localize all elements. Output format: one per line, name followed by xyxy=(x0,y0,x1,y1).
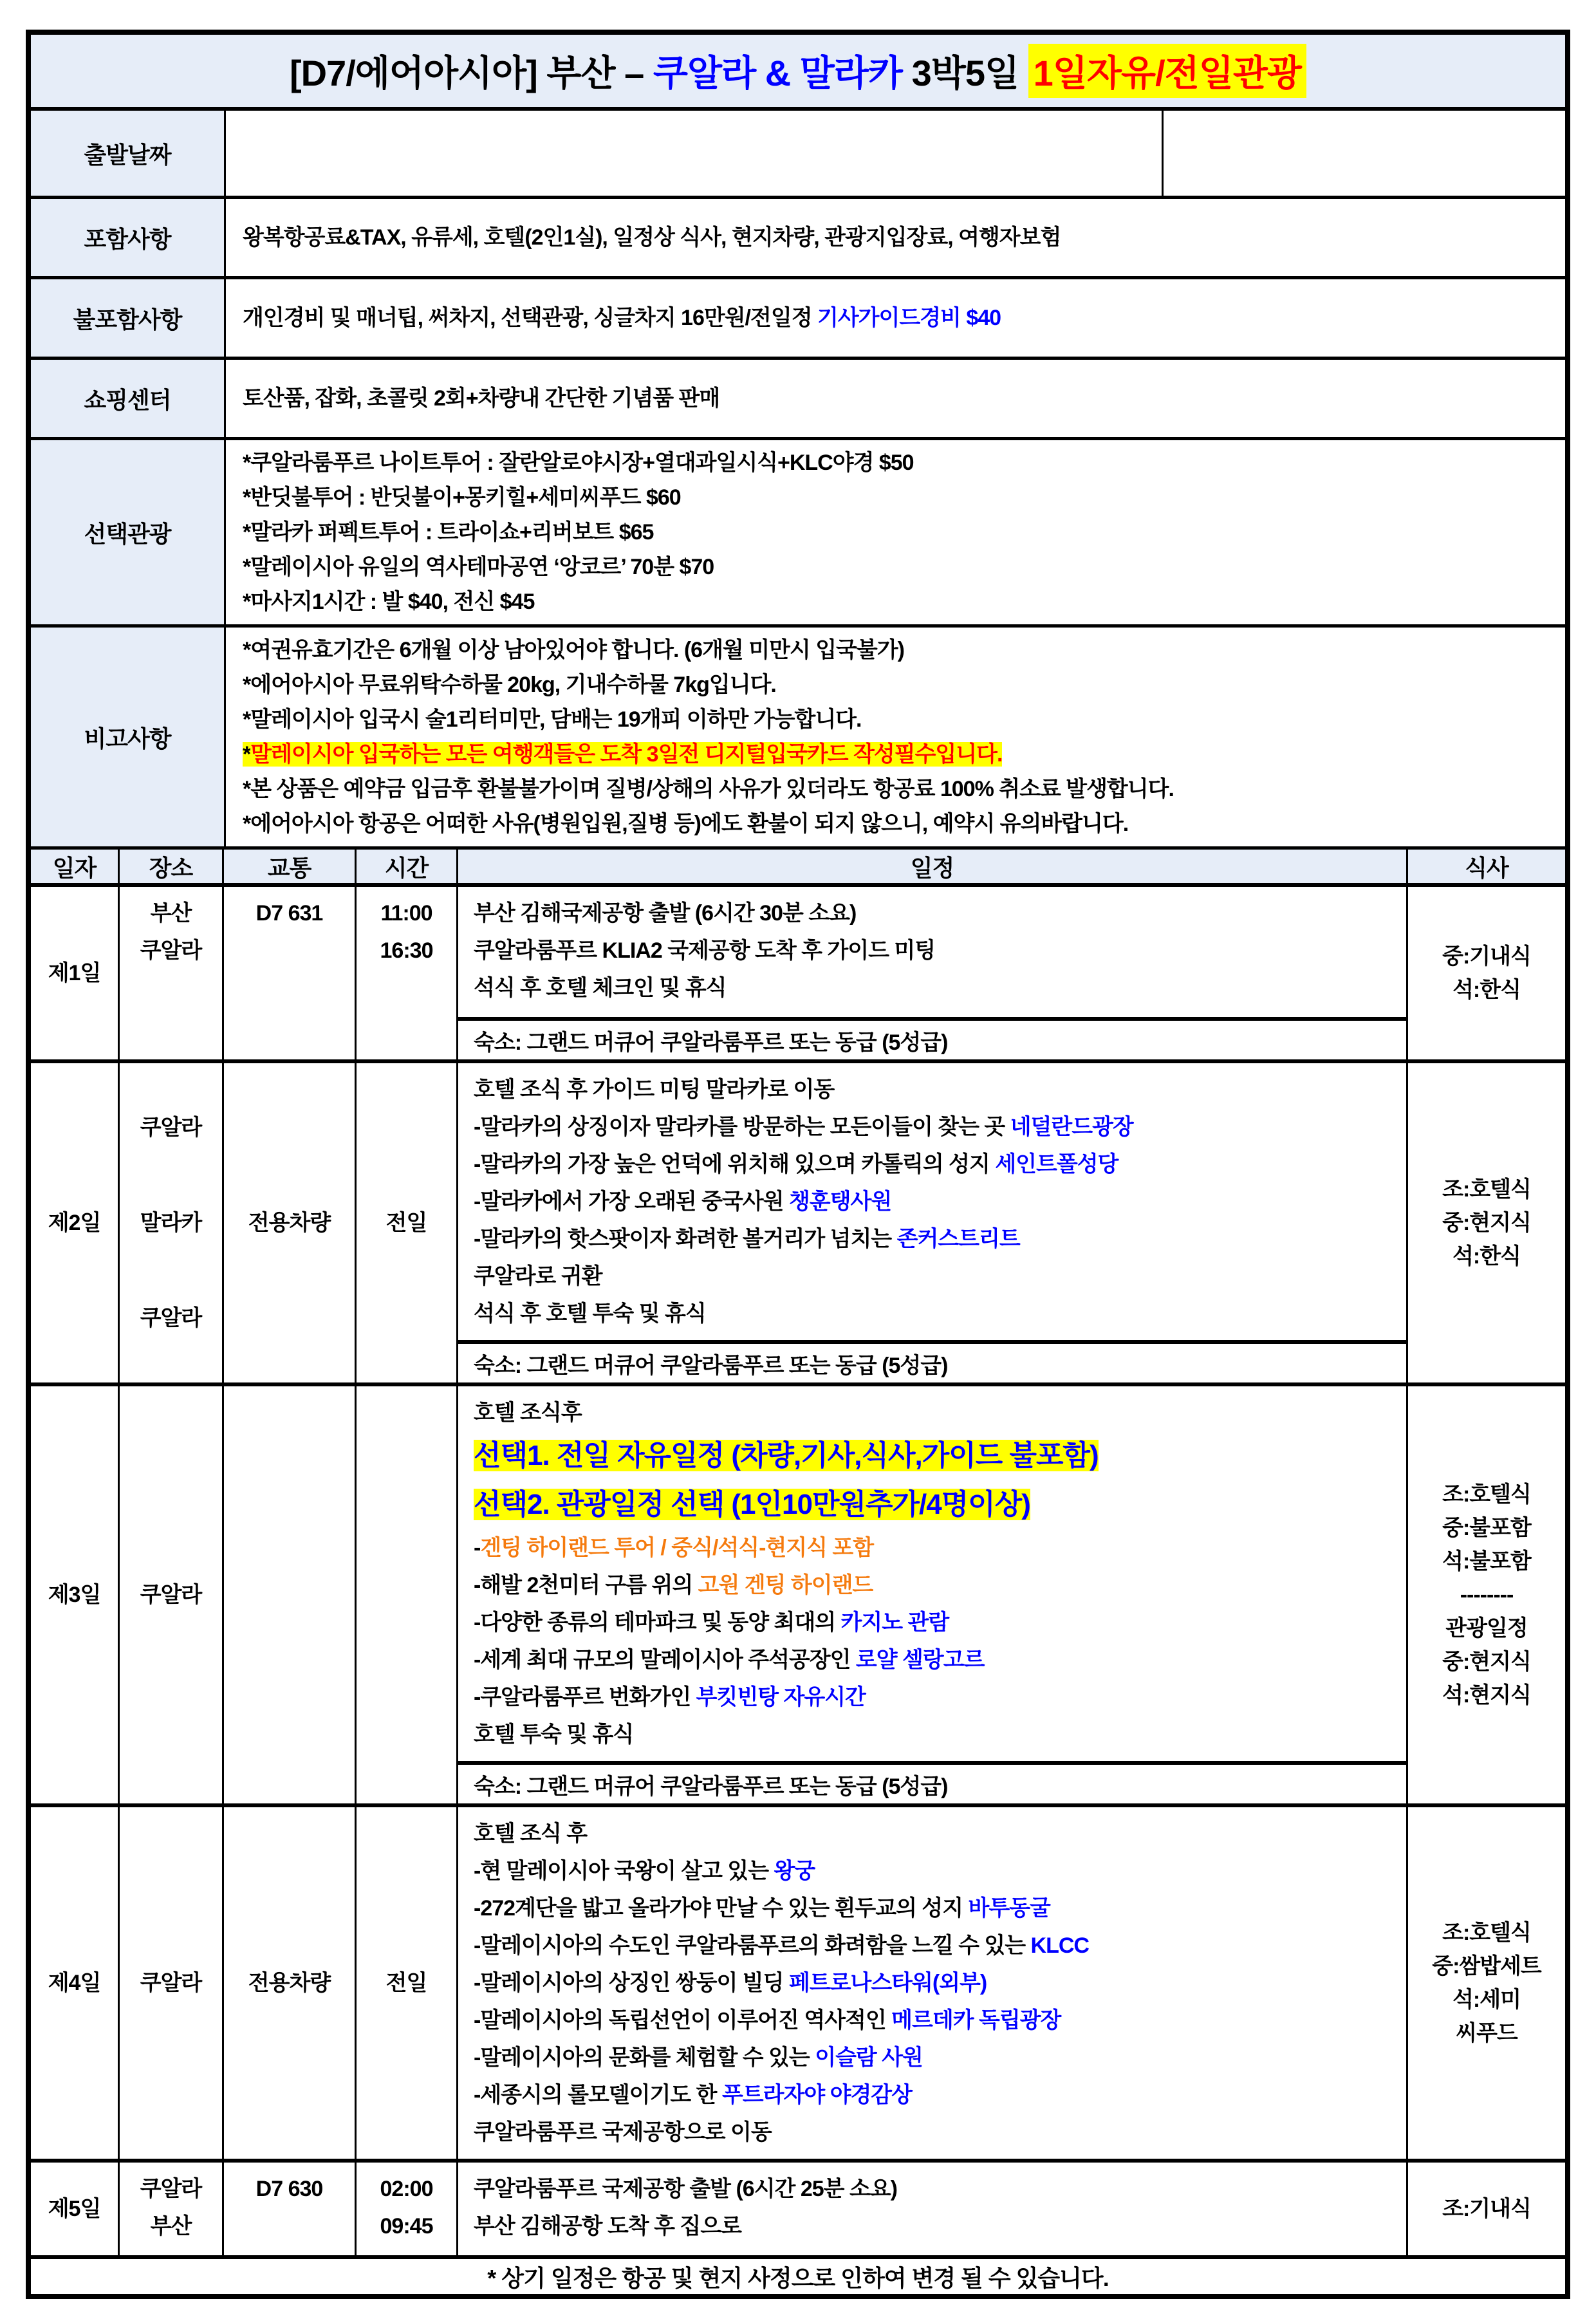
day-itinerary-lines xyxy=(458,1386,1406,1761)
text-line: 석식 후 호텔 체크인 및 휴식 xyxy=(474,976,727,1000)
day-row-5 xyxy=(31,2163,1565,2259)
footer-note: * 상기 일정은 항공 및 현지 사정으로 인하여 변경 될 수 있습니다. xyxy=(487,2264,1109,2291)
notes-list xyxy=(226,628,1565,846)
info-row-excluded xyxy=(31,279,1565,360)
title-part-destination: 쿠알라 & 말라카 xyxy=(653,53,903,93)
text-line: -세종시의 롤모델이기도 한 푸트라자야 야경감상 xyxy=(474,2083,912,2107)
text-line: -쿠알라룸푸르 번화가인 부킷빈탕 자유시간 xyxy=(474,1685,866,1709)
day-place xyxy=(120,1386,224,1803)
text-line: -겐팅 하이랜드 투어 / 중식/석식-현지식 포함 xyxy=(474,1536,874,1560)
departure-date-label: 출발날짜 xyxy=(31,111,226,196)
shopping-value: 토산품, 잡화, 초콜릿 2회+차량내 간단한 기념품 판매 xyxy=(243,386,720,411)
text-line: 부산 김해공항 도착 후 집으로 xyxy=(474,2214,741,2238)
excluded-value xyxy=(226,279,1565,357)
header-place: 장소 xyxy=(120,850,224,883)
info-row-notes xyxy=(31,628,1565,850)
text-line: 쿠알라룸푸르 KLIA2 국제공항 도착 후 가이드 미팅 xyxy=(474,938,936,963)
header-meals: 식사 xyxy=(1408,850,1565,883)
text-line: 석:현지식 xyxy=(1442,1683,1531,1708)
text-line: *반딧불투어 : 반딧불이+몽키힐+세미씨푸드 $60 xyxy=(243,485,681,510)
text-line: 조:호텔식 xyxy=(1442,1177,1531,1202)
day-itinerary xyxy=(458,1807,1408,2159)
title-part-duration: 3박5일 xyxy=(902,53,1028,93)
day-label: 제5일 xyxy=(31,2163,120,2255)
text-line: 호텔 투숙 및 휴식 xyxy=(474,1722,634,1747)
day-label: 제4일 xyxy=(31,1807,120,2159)
day-place xyxy=(120,1063,224,1382)
text-line: 씨푸드 xyxy=(1456,2021,1517,2045)
text-line: 09:45 xyxy=(380,2214,433,2238)
text-line: 부산 xyxy=(150,901,192,926)
text-line: 석:불포함 xyxy=(1442,1549,1531,1574)
text-line: 부산 xyxy=(150,2214,192,2238)
text-line: *쿠알라룸푸르 나이트투어 : 잘란알로야시장+열대과일시식+KLC야경 $50 xyxy=(243,451,914,475)
text-line: 쿠알라 xyxy=(140,1971,202,1995)
text-line: 쿠알라로 귀환 xyxy=(474,1264,602,1289)
text-line: 호텔 조식 후 가이드 미팅 말라카로 이동 xyxy=(474,1077,835,1102)
text-line: 11:00 xyxy=(380,901,432,926)
text-line: 석:세미 xyxy=(1452,1987,1521,2012)
text-line: 쿠알라룸푸르 국제공항 출발 (6시간 25분 소요) xyxy=(474,2177,897,2201)
text-line: 쿠알라 xyxy=(140,2177,202,2201)
day-time xyxy=(357,1807,458,2159)
text-line: -272계단을 밟고 올라가야 만날 수 있는 흰두교의 성지 바투동굴 xyxy=(474,1896,1050,1921)
day-transport: 전용차량 xyxy=(224,1807,357,2159)
text-line: -말라카의 상징이자 말라카를 방문하는 모든이들이 찾는 곳 네덜란드광장 xyxy=(474,1115,1133,1139)
text-line: -현 말레이시아 국왕이 살고 있는 왕궁 xyxy=(474,1859,815,1883)
day-itinerary xyxy=(458,887,1408,1059)
info-row-optional-tours xyxy=(31,440,1565,628)
included-label: 포함사항 xyxy=(31,199,226,276)
day-itinerary xyxy=(458,1386,1408,1803)
day-itinerary-lines xyxy=(458,1807,1406,2159)
info-row-departure-date xyxy=(31,111,1565,199)
schedule-header-row xyxy=(31,850,1565,887)
text-line: -------- xyxy=(1460,1583,1514,1607)
day-transport: D7 630 xyxy=(224,2163,357,2255)
day-meals xyxy=(1408,1063,1565,1382)
day-meals xyxy=(1408,1807,1565,2159)
shopping-label: 쇼핑센터 xyxy=(31,360,226,437)
text-line: 개인경비 및 매너팁, 써차지, 선택관광, 싱글차지 16만원/전일정 기사가이드경비 $40 xyxy=(243,306,1001,330)
day-place xyxy=(120,2163,224,2255)
day-time xyxy=(357,1063,458,1382)
title-part-airline: [D7/에어아시아] 부산 – xyxy=(289,53,653,93)
header-itinerary: 일정 xyxy=(458,850,1408,883)
departure-date-extra-cell xyxy=(1162,111,1565,196)
text-line: *말레이시아 유일의 역사테마공연 ‘앙코르’ 70분 $70 xyxy=(243,555,714,579)
text-line: 부산 김해국제공항 출발 (6시간 30분 소요) xyxy=(474,901,857,926)
day-meals xyxy=(1408,1386,1565,1803)
text-line: 관광일정 xyxy=(1445,1616,1528,1641)
text-line: 석:한식 xyxy=(1452,978,1521,1002)
text-line: 중:불포함 xyxy=(1442,1516,1531,1540)
day-row-1 xyxy=(31,887,1565,1063)
optional-tours-list xyxy=(226,440,1565,624)
text-line: -말레이시아의 상징인 쌍둥이 빌딩 페트로나스타워(외부) xyxy=(474,1971,987,1995)
text-line: *에어아시아 항공은 어떠한 사유(병원입원,질병 등)에도 환불이 되지 않으니, 예약시 유의바랍니다. xyxy=(243,812,1129,836)
text-line: 쿠알라 xyxy=(140,1583,202,1607)
day-time xyxy=(357,887,458,1059)
day-row-2 xyxy=(31,1063,1565,1386)
header-transport: 교통 xyxy=(224,850,357,883)
text-line: 쿠알라 xyxy=(140,1115,202,1140)
text-line: 중:현지식 xyxy=(1442,1211,1531,1235)
day-row-4 xyxy=(31,1807,1565,2163)
day-place xyxy=(120,1807,224,2159)
info-row-included xyxy=(31,199,1565,279)
text-line: 쿠알라룸푸르 국제공항으로 이동 xyxy=(474,2120,772,2145)
text-line: 조:호텔식 xyxy=(1442,1921,1531,1945)
day-itinerary xyxy=(458,2163,1408,2255)
document-title xyxy=(31,35,1565,111)
day-place xyxy=(120,887,224,1059)
text-line: *말레이시아 입국시 술1리터미만, 담배는 19개피 이하만 가능합니다. xyxy=(243,707,862,732)
text-line: *본 상품은 예약금 입금후 환불불가이며 질병/상해의 사유가 있더라도 항공료 100% 취소료 발생합니다. xyxy=(243,777,1174,801)
title-badge: 1일자유/전일관광 xyxy=(1028,44,1306,98)
day-lodging: 숙소: 그랜드 머큐어 쿠알라룸푸르 또는 동급 (5성급) xyxy=(458,1340,1406,1382)
text-line: 쿠알라 xyxy=(140,1306,202,1330)
day-time xyxy=(357,1386,458,1803)
excluded-label: 불포함사항 xyxy=(31,279,226,357)
day-lodging: 숙소: 그랜드 머큐어 쿠알라룸푸르 또는 동급 (5성급) xyxy=(458,1017,1406,1059)
day-label: 제2일 xyxy=(31,1063,120,1382)
day-itinerary-lines xyxy=(458,1063,1406,1340)
day-itinerary-lines xyxy=(458,2163,1406,2255)
text-line: 전일 xyxy=(385,1971,427,1995)
day-transport xyxy=(224,1386,357,1803)
text-line: 조:기내식 xyxy=(1442,2197,1531,2221)
day-label: 제1일 xyxy=(31,887,120,1059)
text-line: 선택1. 전일 자유일정 (차량,기사,식사,가이드 불포함) xyxy=(474,1440,1099,1471)
day-time xyxy=(357,2163,458,2255)
text-line: -해발 2천미터 구름 위의 고원 겐팅 하이랜드 xyxy=(474,1573,873,1597)
text-line: 중:쌈밥세트 xyxy=(1432,1954,1541,1978)
text-line: *에어아시아 무료위탁수하물 20kg, 기내수하물 7kg입니다. xyxy=(243,673,776,697)
text-line: 말라카 xyxy=(140,1211,202,1235)
text-line: 선택2. 관광일정 선택 (1인10만원추가/4명이상) xyxy=(474,1489,1030,1520)
notes-label: 비고사항 xyxy=(31,628,226,846)
text-line: *여권유효기간은 6개월 이상 남아있어야 합니다. (6개월 미만시 입국불가) xyxy=(243,638,904,662)
text-line: 전일 xyxy=(385,1211,427,1235)
text-line: -다양한 종류의 테마파크 및 동양 최대의 카지노 관람 xyxy=(474,1610,949,1635)
itinerary-document xyxy=(26,30,1570,2299)
text-line: *말라카 퍼펙트투어 : 트라이쇼+리버보트 $65 xyxy=(243,520,654,544)
day-lodging: 숙소: 그랜드 머큐어 쿠알라룸푸르 또는 동급 (5성급) xyxy=(458,1761,1406,1803)
text-line: 석식 후 호텔 투숙 및 휴식 xyxy=(474,1301,706,1326)
text-line: 02:00 xyxy=(380,2177,433,2201)
info-row-shopping xyxy=(31,360,1565,440)
day-meals xyxy=(1408,2163,1565,2255)
text-line: -말라카의 핫스팟이자 화려한 볼거리가 넘치는 존커스트리트 xyxy=(474,1227,1020,1251)
text-line: -말라카에서 가장 오래된 중국사원 챙훈탱사원 xyxy=(474,1189,892,1214)
header-day: 일자 xyxy=(31,850,120,883)
day-transport: D7 631 xyxy=(224,887,357,1059)
text-line: 쿠알라 xyxy=(140,938,202,963)
text-line: 석:한식 xyxy=(1452,1244,1521,1269)
text-line: 중:현지식 xyxy=(1442,1650,1531,1674)
text-line: 중:기내식 xyxy=(1442,944,1531,969)
text-line: -말라카의 가장 높은 언덕에 위치해 있으며 카톨릭의 성지 세인트폴성당 xyxy=(474,1152,1118,1177)
text-line: 호텔 조식후 xyxy=(474,1401,582,1425)
day-meals xyxy=(1408,887,1565,1059)
text-line: 조:호텔식 xyxy=(1442,1482,1531,1507)
day-label: 제3일 xyxy=(31,1386,120,1803)
departure-date-value xyxy=(226,111,1162,196)
included-value: 왕복항공료&TAX, 유류세, 호텔(2인1실), 일정상 식사, 현지차량, 관광지입장료, 여행자보험 xyxy=(243,225,1061,250)
text-line: -말레이시아의 독립선언이 이루어진 역사적인 메르데카 독립광장 xyxy=(474,2008,1061,2033)
text-line: 16:30 xyxy=(380,938,433,963)
text-line: *말레이시아 입국하는 모든 여행객들은 도착 3일전 디지털입국카드 작성필수입니다. xyxy=(243,742,1003,767)
text-line: *마사지1시간 : 발 $40, 전신 $45 xyxy=(243,590,535,614)
text-line: -말레이시아의 문화를 체험할 수 있는 이슬람 사원 xyxy=(474,2045,923,2070)
optional-tours-label: 선택관광 xyxy=(31,440,226,624)
text-line: -말레이시아의 수도인 쿠알라룸푸르의 화려함을 느낄 수 있는 KLCC xyxy=(474,1933,1089,1958)
day-itinerary-lines xyxy=(458,887,1406,1017)
header-time: 시간 xyxy=(357,850,458,883)
day-transport: 전용차량 xyxy=(224,1063,357,1382)
text-line: 호텔 조식 후 xyxy=(474,1821,588,1846)
day-row-3 xyxy=(31,1386,1565,1807)
text-line: -세계 최대 규모의 말레이시아 주석공장인 로얄 셀랑고르 xyxy=(474,1648,985,1672)
day-itinerary xyxy=(458,1063,1408,1382)
